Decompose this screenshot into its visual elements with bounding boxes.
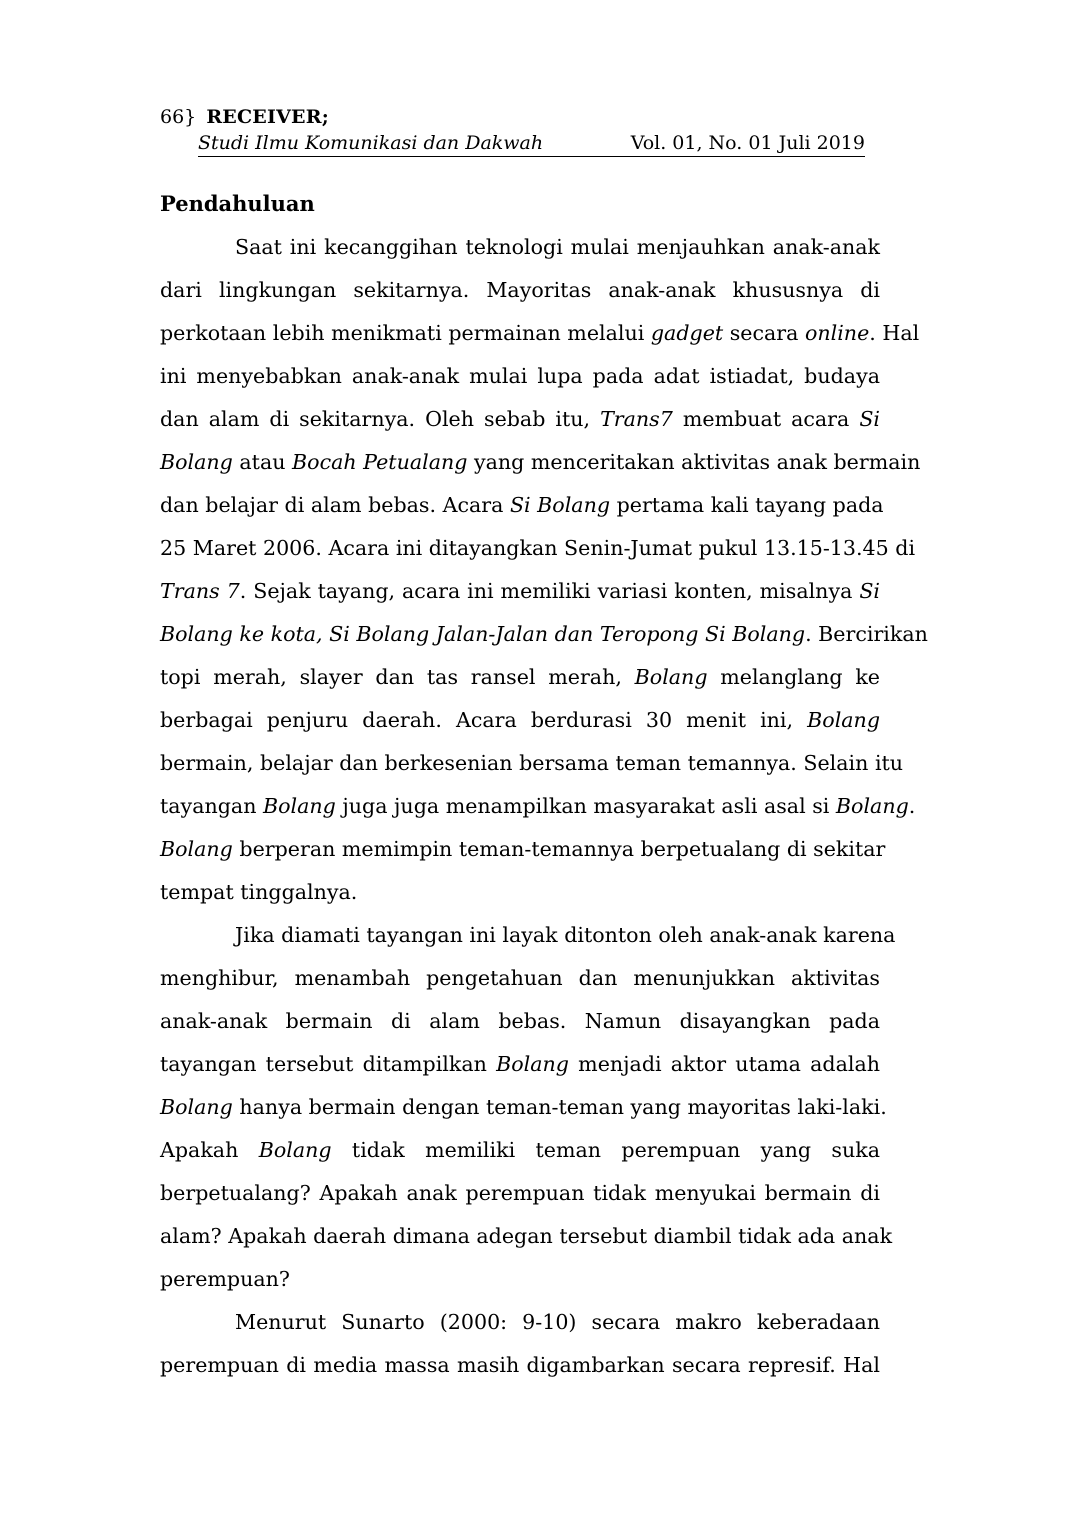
italic-term: Bolang [835,794,909,818]
journal-subtitle: Studi Ilmu Komunikasi dan Dakwah [198,132,544,154]
text-line: Trans 7. Sejak tayang, acara ini memiliki variasi konten, misalnya Si [160,579,881,603]
italic-term: Bolang ke kota, Si Bolang Jalan-Jalan dan Teropong Si Bolang [160,622,806,646]
paragraph [160,1301,880,1387]
italic-term: Bolang [807,708,880,732]
italic-term: Bocah Petualang [292,450,468,474]
italic-term: Si Bolang [509,493,611,517]
text-line: dan belajar di alam bebas. Acara Si Bolang pertama kali tayang pada [160,493,884,517]
text-line: perkotaan lebih menikmati permainan melalui gadget secara online. Hal [160,321,920,345]
text-line: tayangan tersebut ditampilkan Bolang menjadi aktor utama adalah [160,1052,881,1076]
italic-term: gadget [650,321,724,345]
text-line: alam? Apakah daerah dimana adegan tersebut diambil tidak ada anak [160,1224,893,1248]
text-line: dan alam di sekitarnya. Oleh sebab itu, Trans7 membuat acara Si [160,407,881,431]
italic-term: Bolang [160,450,233,474]
text-line: Menurut Sunarto (2000: 9-10) secara makro keberadaan [235,1310,880,1334]
text-line: Jika diamati tayangan ini layak ditonton oleh anak-anak karena [235,923,896,947]
body-text [160,226,928,1387]
italic-term: Si [859,407,881,431]
text-line: berpetualang? Apakah anak perempuan tidak menyukai bermain di [160,1181,880,1205]
text-line: berbagai penjuru daerah. Acara berdurasi 30 menit ini, Bolang [160,708,880,732]
running-header [160,104,870,154]
text-line: tempat tinggalnya. [160,880,358,904]
text-line: Bolang berperan memimpin teman-temannya berpetualang di sekitar [160,837,886,861]
text-line: ini menyebabkan anak-anak mulai lupa pada adat istiadat, budaya [160,364,880,388]
italic-term: Si [859,579,881,603]
volume-info: Vol. 01, No. 01 Juli 2019 [630,132,865,154]
italic-term: Bolang [496,1052,569,1076]
text-line: dari lingkungan sekitarnya. Mayoritas anak-anak khususnya di [160,278,880,302]
text-line: tayangan Bolang juga juga menampilkan masyarakat asli asal si Bolang. [160,794,916,818]
text-line: menghibur, menambah pengetahuan dan menunjukkan aktivitas [160,966,880,990]
text-line: Apakah Bolang tidak memiliki teman perempuan yang suka [160,1138,880,1162]
page-number: 66} [160,106,197,128]
text-line: perempuan di media massa masih digambarkan secara represif. Hal [160,1353,880,1377]
text-line: Bolang hanya bermain dengan teman-teman yang mayoritas laki-laki. [160,1095,887,1119]
text-line: Saat ini kecanggihan teknologi mulai menjauhkan anak-anak [235,235,880,259]
paragraph [160,226,928,914]
italic-term: Bolang [258,1138,332,1162]
italic-term: Trans 7 [160,579,240,603]
text-line: anak-anak bermain di alam bebas. Namun disayangkan pada [160,1009,880,1033]
text-line: bermain, belajar dan berkesenian bersama teman temannya. Selain itu [160,751,904,775]
paragraph [160,914,896,1301]
text-line: topi merah, slayer dan tas ransel merah, Bolang melanglang ke [160,665,880,689]
text-line: Bolang atau Bocah Petualang yang menceritakan aktivitas anak bermain [160,450,921,474]
text-line: Bolang ke kota, Si Bolang Jalan-Jalan dan Teropong Si Bolang. Bercirikan [160,622,928,646]
italic-term: Bolang [634,665,708,689]
italic-term: Bolang [263,794,336,818]
italic-term: Bolang [160,1095,233,1119]
italic-term: Trans7 [600,407,673,431]
text-line: 25 Maret 2006. Acara ini ditayangkan Senin-Jumat pukul 13.15-13.45 di [160,536,916,560]
journal-title: RECEIVER; [206,106,329,128]
italic-term: Bolang [160,837,233,861]
italic-term: online [804,321,870,345]
header-line-2 [198,130,865,157]
header-line-1 [160,104,870,130]
text-line: perempuan? [160,1267,290,1291]
section-title: Pendahuluan [160,191,315,216]
